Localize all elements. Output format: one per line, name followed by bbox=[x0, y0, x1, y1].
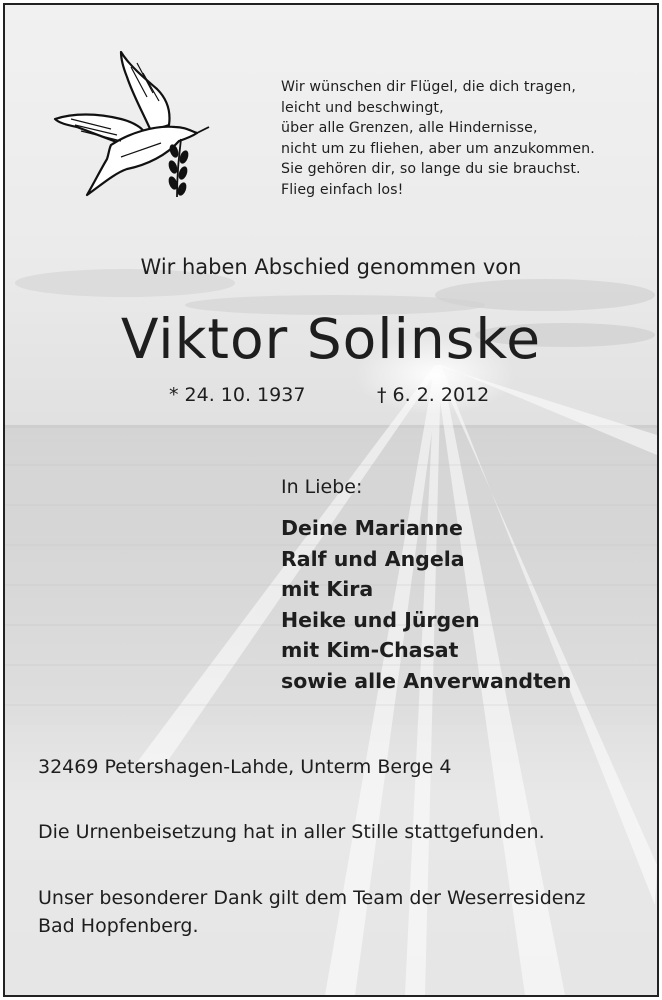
poem-line: Wir wünschen dir Flügel, die dich tragen, bbox=[281, 79, 576, 95]
dove-with-olive-branch-icon bbox=[51, 47, 211, 207]
poem-line: über alle Grenzen, alle Hindernisse, bbox=[281, 120, 538, 137]
mourner-name: Heike und Jürgen bbox=[281, 607, 480, 632]
farewell-intro: Wir haben Abschied genommen von bbox=[140, 255, 522, 279]
mourner-name: mit Kim-Chasat bbox=[281, 638, 459, 663]
poem-line: Flieg einfach los! bbox=[281, 181, 404, 198]
birth-date: * 24. 10. 1937 bbox=[169, 384, 306, 406]
death-date: † 6. 2. 2012 bbox=[377, 384, 490, 406]
mourner-name: Deine Marianne bbox=[281, 516, 463, 540]
poem-line: Sie gehören dir, so lange du sie brauchst. bbox=[281, 161, 581, 178]
deceased-name: Viktor Solinske bbox=[120, 307, 542, 371]
mourner-name: sowie alle Anverwandten bbox=[281, 668, 572, 693]
poem bbox=[281, 77, 595, 201]
mourners-heading: In Liebe: bbox=[281, 476, 363, 498]
thanks-line: Bad Hopfenberg. bbox=[38, 915, 199, 937]
obituary-card bbox=[3, 3, 659, 997]
poem-line: nicht um zu fliehen, aber um anzukommen. bbox=[281, 140, 595, 157]
poem-line: leicht und beschwingt, bbox=[281, 99, 444, 116]
burial-notice: Die Urnenbeisetzung hat in aller Stille stattgefunden. bbox=[38, 821, 545, 843]
thanks-line: Unser besonderer Dank gilt dem Team der Weserresidenz bbox=[38, 887, 586, 909]
family-address: 32469 Petershagen-Lahde, Unterm Berge 4 bbox=[38, 756, 452, 778]
mourner-name: Ralf und Angela bbox=[281, 546, 465, 571]
mourners-list bbox=[281, 513, 571, 697]
mourner-name: mit Kira bbox=[281, 577, 374, 602]
thanks-note bbox=[38, 884, 585, 940]
